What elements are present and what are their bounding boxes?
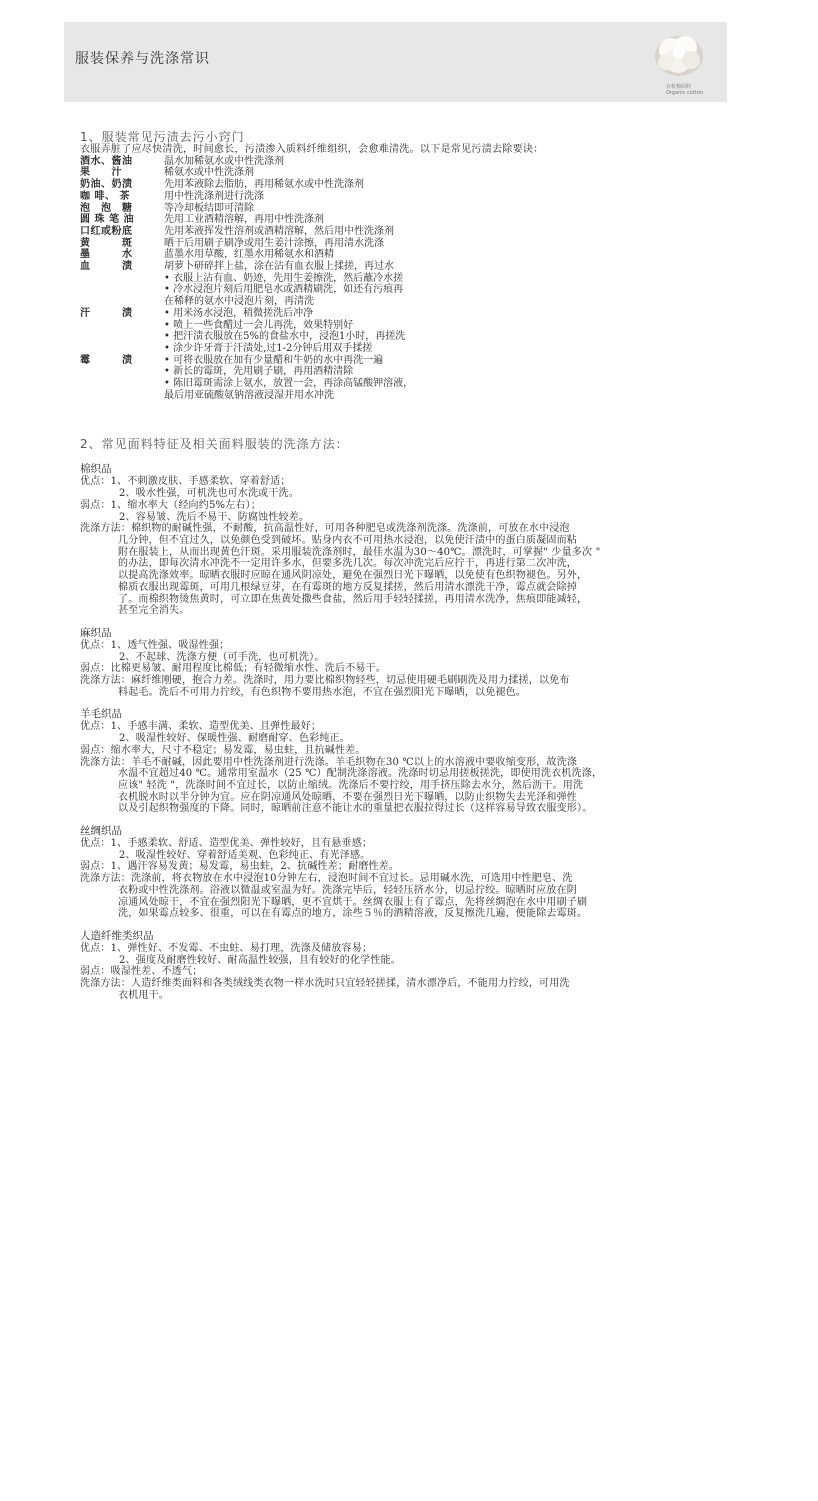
stain-remedy: 最后用亚硫酸氨钠溶液浸湿并用水冲洗: [164, 389, 334, 401]
stain-row: [80, 156, 740, 168]
special-stain-list: [80, 261, 740, 401]
stain-name: 口红或粉底: [80, 225, 133, 237]
cotton-flower-icon: [651, 28, 707, 80]
stain-name: [80, 284, 164, 296]
section-title-fabrics: 2、常见面料特征及相关面料服装的洗涤方法：: [80, 437, 349, 452]
fabric-line: 弱点：比棉更易皱、耐用程度比棉低；有轻微缩水性、洗后不易干。: [80, 663, 386, 675]
fabric-title: 棉织品: [80, 463, 112, 476]
stain-row: [80, 273, 740, 285]
fabric-line: 洗涤方法：麻纤维刚硬，抱合力差。洗涤时，用力要比棉织物轻些，切忌使用硬毛刷刷洗及用力揉搓，以免布: [80, 675, 570, 687]
stain-name: [80, 366, 164, 378]
stain-name: 果 汁: [80, 167, 122, 179]
fabric-line: 了。而棉织物烫焦黄时，可立即在焦黄处撒些食盐，然后用手轻轻揉搓，再用清水洗净，焦痕即能减轻，: [118, 593, 588, 605]
organic-cotton-tag: 有机棉面料 Organic cotton: [666, 84, 703, 96]
stain-name: 汗 渍: [80, 307, 133, 319]
stain-remedy: 在稀释的氨水中浸泡片刻，再清洗: [164, 296, 314, 308]
fabric-list: [80, 463, 740, 1001]
stain-row: [80, 343, 740, 355]
fabric-line: 弱点：1、遇汗容易发黄；易发霉，易虫蛀，2、抗碱性差；耐磨性差。: [80, 861, 400, 873]
fabric-line: 洗涤方法：人造纤维类面料和各类绒线类衣物一样水洗时只宜轻轻搓揉，清水漂净后，不能用力拧绞，可用洗: [80, 978, 570, 990]
stain-row: [80, 179, 740, 191]
fabric-line: 洗，如果霉点较多、很重，可以在有霉点的地方，涂些５％的酒精溶液，反复擦洗几遍，便能除去霉斑。: [118, 908, 588, 920]
stain-remedy: • 冷水浸泡片刻后用肥皂水或酒精刷洗，如还有污痕再: [164, 284, 404, 296]
stain-name: [80, 296, 164, 308]
fabric-line: 附在服装上，从而出现黄色汗斑。采用服装洗涤剂时，最佳水温为30～40℃。漂洗时，可掌握" 少量多次 ": [118, 546, 601, 558]
stain-name: 奶油、奶渍: [80, 179, 133, 191]
stain-row: [80, 366, 740, 378]
stain-list: [80, 156, 740, 261]
fabric-line: 棉质衣服出现霉斑，可用几根绿豆芽，在有霉斑的地方反复揉搓，然后用清水漂洗干净，霉点就会除掉: [118, 581, 577, 593]
stain-remedy: 先用苯液除去脂肪，再用稀氨水或中性洗涤剂: [164, 179, 364, 191]
fabric-line: 料起毛。洗后不可用力拧绞，有色织物不要用热水泡，不宜在强烈阳光下曝晒，以免褪色。: [118, 686, 526, 698]
stain-remedy: 用中性洗涤剂进行洗涤: [164, 190, 264, 202]
stain-remedy: 蓝墨水用草酸，红墨水用稀氨水和酒精: [164, 249, 334, 261]
stain-row: [80, 167, 740, 179]
stain-remedy: • 可将衣服放在加有少量醋和牛奶的水中再洗一遍: [164, 354, 384, 366]
fabric-line: 2、吸水性强，可机洗也可水洗或干洗。: [119, 488, 299, 500]
fabric-line: 衣粉或中性洗涤剂。浴液以微温或室温为好。洗涤完毕后，轻轻压挤水分，切忌拧绞。晾晒时应放在阴: [118, 884, 577, 896]
fabric-line: 弱点：缩水率大，尺寸不稳定；易发霉，易虫蛀，且抗碱性差。: [80, 744, 366, 756]
stain-row: [80, 226, 740, 238]
stain-row: [80, 191, 740, 203]
stain-row: [80, 296, 740, 308]
fabric-line: 优点：1、弹性好、不发霉、不虫蛀、易打理，洗涤及储放容易；: [80, 942, 373, 954]
fabric-line: 2、吸湿性较好、保暖性强、耐磨耐穿、色彩纯正。: [119, 733, 350, 745]
stain-name: 圆 珠 笔 油: [80, 214, 134, 226]
stain-name: 血 渍: [80, 261, 133, 273]
fabric-line: 衣机脱水时以半分钟为宜。应在阴凉通风处晾晒，不要在强烈日光下曝晒，以防止织物失去光泽和弹性: [118, 791, 577, 803]
stain-remedy: • 衣服上沾有血、奶迹，先用生姜擦洗，然后蘸冷水搓: [164, 272, 404, 284]
fabric-line: 洗涤方法：羊毛不耐碱，因此要用中性洗涤剂进行洗涤。羊毛织物在30 ℃以上的水溶液中要收缩变形，故洗涤: [80, 756, 578, 768]
fabric-line: 以提高洗涤效率。晾晒衣服时应晾在通风阴凉处，避免在强烈日光下曝晒，以免使有色织物褪色。另外，: [118, 570, 588, 582]
stain-remedy: 稀氨水或中性洗涤剂: [164, 167, 254, 179]
stain-row: [80, 249, 740, 261]
stain-row: [80, 238, 740, 250]
stain-name: [80, 331, 164, 343]
stain-name: 泡 泡 糖: [80, 202, 133, 214]
section-title-stains: 1、服装常见污渍去污小窍门: [80, 130, 245, 144]
stain-name: [80, 343, 164, 355]
stain-name: 墨 水: [80, 249, 133, 261]
stain-name: [80, 390, 164, 402]
stain-intro: 衣服弄脏了应尽快清洗，时间愈长，污渍渗入质料纤维组织，会愈难清洗。以下是常见污渍去除要诀：: [80, 144, 544, 155]
fabric-line: 弱点：1、缩水率大（经向约5%左右）；: [80, 499, 262, 511]
stain-row: [80, 390, 740, 402]
stain-remedy: • 涂少许牙膏于汗渍处,过1-2分钟后用双手揉搓: [164, 342, 373, 354]
fabric-line: 以及引起织物强度的下降。同时，晾晒前注意不能让水的重量把衣服拉得过长（这样容易导致衣服变形）。: [118, 803, 593, 815]
stain-remedy: 等冷却板结即可清除: [164, 202, 254, 214]
fabric-line: 洗涤方法：洗涤前，将衣物放在水中浸泡10分钟左右，浸泡时间不宜过长。忌用碱水洗，可选用中性肥皂、洗: [80, 873, 573, 885]
fabric-title: 丝绸织品: [80, 825, 122, 838]
stain-row: [80, 320, 740, 332]
fabric-line: 优点：1、不刺激皮肤、手感柔软、穿着舒适；: [80, 476, 291, 488]
stain-remedy: • 新长的霉斑，先用刷子刷，再用酒精清除: [164, 366, 354, 378]
fabric-line: 衣机甩干。: [118, 989, 169, 1001]
fabric-line: 凉通风处晾干，不宜在强烈阳光下曝晒，更不宜烘干。丝绸衣服上有了霉点，先将丝绸泡在水中用刷子刷: [118, 896, 588, 908]
fabric-line: 的办法，即每次清水冲洗不一定用许多水，但要多洗几次。每次冲洗完后应拧干，再进行第二次冲洗，: [118, 558, 577, 570]
stain-name: [80, 320, 164, 332]
fabric-line: 弱点：吸湿性差、不透气；: [80, 966, 203, 978]
stain-remedy: 先用工业酒精溶解，再用中性洗涤剂: [164, 214, 324, 226]
fabric-line: 应该" 轻洗 "，洗涤时间不宜过长，以防止缩绒。洗涤后不要拧绞，用手挤压除去水分，然后沥干。用洗: [118, 779, 584, 791]
stain-remedy: 胡萝卜研碎拌上盐，涂在沾有血衣服上揉搓，再过水: [164, 261, 394, 273]
fabric-title: 人造纤维类织品: [80, 929, 154, 942]
stain-row: [80, 203, 740, 215]
header-banner: [64, 22, 727, 102]
stain-name: 黄 斑: [80, 237, 133, 249]
fabric-line: 甚至完全消失。: [118, 605, 190, 617]
stain-row: [80, 284, 740, 296]
stain-remedy: • 用米汤水浸泡，稍微搓洗后冲净: [164, 307, 314, 319]
fabric-title: 麻织品: [80, 626, 112, 639]
article: [80, 130, 740, 1001]
stain-remedy: • 把汗渍衣服放在5%的食盐水中，浸泡1小时，再搓洗: [164, 331, 406, 343]
stain-name: 霉 渍: [80, 354, 133, 366]
stain-remedy: • 喷上一些食醋过一会儿再洗，效果特别好: [164, 319, 354, 331]
fabric-line: 2、不起球、洗涤方便（可手洗，也可机洗）。: [119, 651, 325, 663]
stain-remedy: 晒干后用刷子刷净或用生姜汁涂擦，再用清水洗涤: [164, 237, 384, 249]
fabric-title: 羊毛织品: [80, 708, 122, 721]
stain-row: [80, 214, 740, 226]
stain-row: [80, 331, 740, 343]
fabric-line: 2、吸湿性较好、穿着舒适美观、色彩纯正、有光泽感。: [119, 849, 371, 861]
stain-remedy: • 陈旧霉斑需涂上氨水，放置一会，再涂高锰酸钾溶液，: [164, 378, 414, 390]
stain-row: [80, 261, 740, 273]
fabric-line: 优点：1、手感丰满、柔软、造型优美、且弹性最好；: [80, 721, 322, 733]
stain-row: [80, 378, 740, 390]
stain-remedy: 温水加稀氨水或中性洗涤剂: [164, 155, 284, 167]
stain-name: 咖 啡、 茶: [80, 190, 130, 202]
fabric-line: 水温不宜超过40 ℃。通常用室温水（25 ℃）配制洗涤溶液。洗涤时切忌用搓板搓洗，即使用洗衣机洗涤，: [118, 768, 603, 780]
fabric-line: 优点：1、手感柔软、舒适、造型优美、弹性较好，且有悬垂感；: [80, 838, 373, 850]
stain-row: [80, 308, 740, 320]
fabric-line: 洗涤方法：棉织物的耐碱性强，不耐酸，抗高温性好，可用各种肥皂或洗涤剂洗涤。洗涤前，可放在水中浸泡: [80, 523, 570, 535]
fabric-line: 2、强度及耐磨性较好、耐高温性较强，且有较好的化学性能。: [119, 954, 401, 966]
fabric-line: 几分钟，但不宜过久，以免颜色受到破坏。贴身内衣不可用热水浸泡，以免使汗渍中的蛋白质凝固而粘: [118, 534, 577, 546]
fabric-line: 2、容易皱、洗后不易干、防腐蚀性较差。: [119, 511, 310, 523]
stain-remedy: 先用苯液挥发性溶剂或酒精溶解，然后用中性洗涤剂: [164, 225, 394, 237]
stain-name: 酒水、酱油: [80, 155, 133, 167]
stain-name: [80, 378, 164, 390]
page-title: 服装保养与洗涤常识: [75, 51, 210, 67]
fabric-line: 优点：1、透气性强、吸湿性强；: [80, 639, 230, 651]
stain-name: [80, 273, 164, 285]
stain-row: [80, 355, 740, 367]
